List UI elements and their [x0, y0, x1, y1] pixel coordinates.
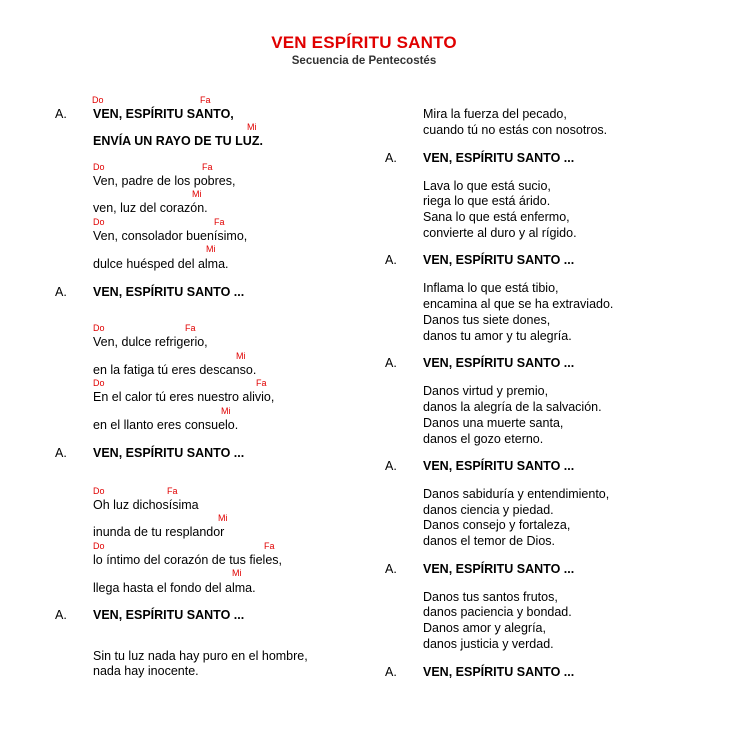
antiphon-label: A.	[55, 285, 67, 299]
antiphon-label: A.	[385, 253, 397, 267]
page-subtitle: Secuencia de Pentecostés	[291, 55, 437, 67]
antiphon-label: A.	[55, 446, 67, 460]
chord-do: Do	[93, 162, 105, 172]
refrain: VEN, ESPÍRITU SANTO ...	[423, 356, 575, 370]
verse-line: danos justicia y verdad.	[423, 637, 554, 651]
chord-fa: Fa	[167, 486, 178, 496]
verse-line: llega hasta el fondo del alma.	[93, 581, 256, 595]
chord-mi: Mi	[236, 351, 246, 361]
antiphon-line-2: ENVÍA UN RAYO DE TU LUZ.	[93, 134, 263, 148]
refrain: VEN, ESPÍRITU SANTO ...	[423, 665, 575, 679]
verse-line: Danos virtud y premio,	[423, 384, 549, 398]
chord-mi: Mi	[221, 406, 231, 416]
verse-line: Danos tus siete dones,	[423, 313, 551, 327]
verse-line: danos ciencia y piedad.	[423, 503, 554, 517]
verse-line: Oh luz dichosísima	[93, 498, 199, 512]
verse-line: convierte al duro y al rígido.	[423, 226, 577, 240]
verse-line: Ven, dulce refrigerio,	[93, 335, 208, 349]
chord-do: Do	[93, 217, 105, 227]
verse-line: ven, luz del corazón.	[93, 201, 208, 215]
verse-line: Mira la fuerza del pecado,	[423, 107, 567, 121]
antiphon-label: A.	[385, 665, 397, 679]
chord-fa: Fa	[200, 95, 211, 105]
verse-line: Sin tu luz nada hay puro en el hombre,	[93, 649, 308, 663]
refrain: VEN, ESPÍRITU SANTO ...	[423, 562, 575, 576]
chord-fa: Fa	[214, 217, 225, 227]
verse-line: lo íntimo del corazón de tus fieles,	[93, 553, 282, 567]
chord-mi: Mi	[232, 568, 242, 578]
chord-fa: Fa	[264, 541, 275, 551]
verse-line: Danos una muerte santa,	[423, 416, 564, 430]
antiphon-label: A.	[385, 151, 397, 165]
verse-line: Inflama lo que está tibio,	[423, 281, 559, 295]
chord-mi: Mi	[192, 189, 202, 199]
verse-line: nada hay inocente.	[93, 664, 199, 678]
chord-mi: Mi	[206, 244, 216, 254]
refrain: VEN, ESPÍRITU SANTO ...	[423, 459, 575, 473]
chord-do: Do	[93, 378, 105, 388]
verse-line: danos tu amor y tu alegría.	[423, 329, 572, 343]
antiphon-label: A.	[385, 356, 397, 370]
antiphon-label: A.	[55, 608, 67, 622]
chord-do: Do	[93, 486, 105, 496]
verse-line: dulce huésped del alma.	[93, 257, 229, 271]
chord-fa: Fa	[256, 378, 267, 388]
verse-line: inunda de tu resplandor	[93, 525, 225, 539]
verse-line: danos el gozo eterno.	[423, 432, 544, 446]
chord-mi: Mi	[247, 122, 257, 132]
verse-line: Danos tus santos frutos,	[423, 590, 558, 604]
verse-line: Danos amor y alegría,	[423, 621, 546, 635]
refrain: VEN, ESPÍRITU SANTO ...	[93, 285, 245, 299]
verse-line: cuando tú no estás con nosotros.	[423, 123, 608, 137]
verse-line: Danos consejo y fortaleza,	[423, 518, 571, 532]
verse-line: en la fatiga tú eres descanso.	[93, 363, 257, 377]
chord-do: Do	[92, 95, 104, 105]
verse-line: En el calor tú eres nuestro alivio,	[93, 390, 275, 404]
antiphon-label: A.	[55, 107, 67, 121]
verse-line: danos paciencia y bondad.	[423, 605, 572, 619]
refrain: VEN, ESPÍRITU SANTO ...	[93, 608, 245, 622]
chord-fa: Fa	[202, 162, 213, 172]
chord-do: Do	[93, 323, 105, 333]
refrain: VEN, ESPÍRITU SANTO ...	[423, 253, 575, 267]
verse-line: Danos sabiduría y entendimiento,	[423, 487, 610, 501]
chord-mi: Mi	[218, 513, 228, 523]
verse-line: encamina al que se ha extraviado.	[423, 297, 614, 311]
antiphon-line-1: VEN, ESPÍRITU SANTO,	[93, 107, 234, 121]
chord-fa: Fa	[185, 323, 196, 333]
verse-line: Sana lo que está enfermo,	[423, 210, 570, 224]
page-title: VEN ESPÍRITU SANTO	[271, 33, 457, 52]
verse-line: danos el temor de Dios.	[423, 534, 556, 548]
verse-line: riega lo que está árido.	[423, 194, 551, 208]
refrain: VEN, ESPÍRITU SANTO ...	[93, 446, 245, 460]
verse-line: Lava lo que está sucio,	[423, 179, 551, 193]
antiphon-label: A.	[385, 459, 397, 473]
verse-line: en el llanto eres consuelo.	[93, 418, 239, 432]
verse-line: Ven, padre de los pobres,	[93, 174, 236, 188]
verse-line: Ven, consolador buenísimo,	[93, 229, 248, 243]
refrain: VEN, ESPÍRITU SANTO ...	[423, 151, 575, 165]
verse-line: danos la alegría de la salvación.	[423, 400, 602, 414]
antiphon-label: A.	[385, 562, 397, 576]
chord-do: Do	[93, 541, 105, 551]
